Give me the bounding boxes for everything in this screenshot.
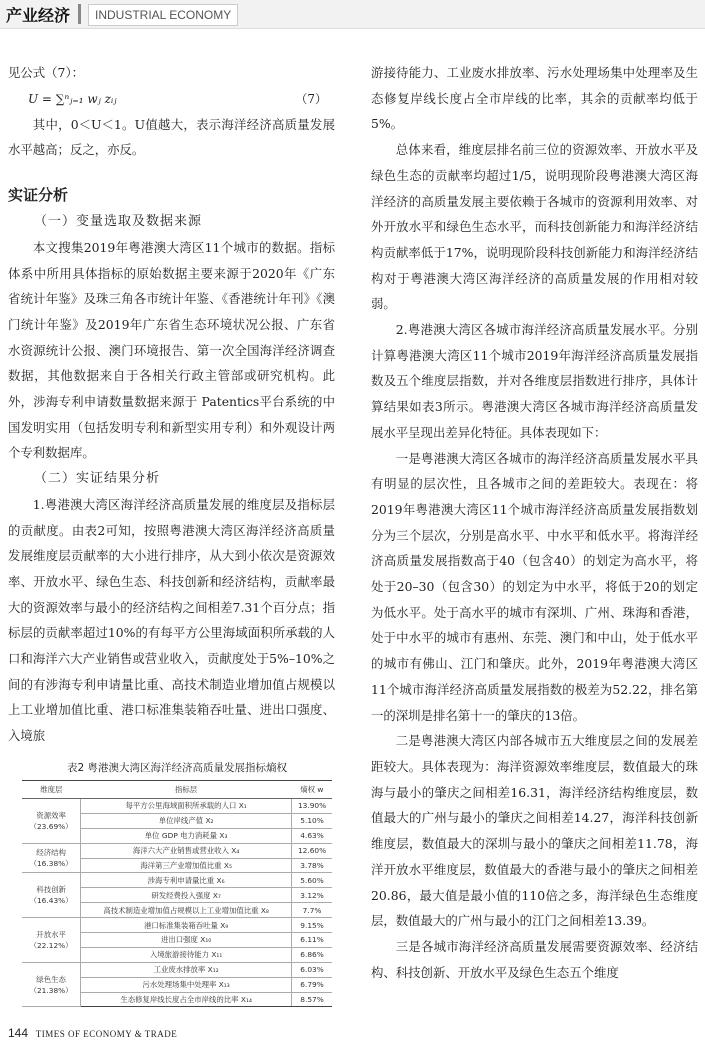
- indicator-cell: 高技术制造业增加值占规模以上工业增加值比重 X₈: [81, 903, 292, 918]
- paragraph-first-finding: 一是粤港澳大湾区各城市的海洋经济高质量发展水平具有明显的层次性，且各城市之间的差距较大。表现在：将2019年粤港澳大湾区11个城市海洋经济高质量发展指数划分为三个层次，分别是高水平、中水平和低水平。将海洋经济高质量发展指数高于40（包含40）的划定为高水平，将处于20–30（包含30）的划定为中水平，将低于20的划定为低水平。处于高水平的城市有深圳、广州、珠海和香港，处于中水平的城市有惠州、东莞、澳门和中山，处于低水平的城市有佛山、江门和肇庆。此外，2019年粤港澳大湾区11个城市海洋经济高质量发展指数的极差为52.22，排名第一的深圳是排名第十一的肇庆的13倍。: [371, 450, 698, 723]
- entropy-weight-table-block: [22, 760, 332, 1007]
- formula-7: [28, 86, 335, 112]
- indicator-cell: 进出口强度 X₁₀: [81, 933, 292, 948]
- weight-cell: 5.10%: [292, 813, 332, 828]
- dimension-name: 科技创新: [36, 885, 66, 895]
- table-title: 表2 粤港澳大湾区海洋经济高质量发展指标熵权: [66, 762, 288, 774]
- entropy-weight-table: [22, 780, 332, 1007]
- dimension-name: 绿色生态: [36, 974, 66, 984]
- weight-cell: 6.79%: [292, 977, 332, 992]
- paragraph-third-finding: 三是各城市海洋经济高质量发展需要资源效率、经济结构、科技创新、开放水平及绿色生态五个维度: [371, 938, 698, 980]
- indicator-cell: 入境旅游接待能力 X₁₁: [81, 947, 292, 962]
- weight-cell: 8.57%: [292, 992, 332, 1007]
- weight-cell: 6.86%: [292, 947, 332, 962]
- dimension-percent: （16.43%）: [29, 896, 73, 906]
- formula-expression: U = ∑ⁿⱼ₌₁ wⱼ zᵢⱼ: [28, 91, 117, 106]
- page-number: 144: [8, 1026, 29, 1040]
- table-row: [22, 799, 332, 814]
- weight-cell: 4.63%: [292, 828, 332, 843]
- heading-results-analysis: （二）实证结果分析: [34, 471, 161, 487]
- section-title-en: INDUSTRIAL ECONOMY: [88, 4, 238, 26]
- dimension-name: 经济结构: [36, 848, 66, 858]
- dimension-name: 开放水平: [36, 929, 66, 939]
- paragraph-second-finding: 二是粤港澳大湾区内部各城市五大维度层之间的发展差距较大。具体表现为：海洋资源效率维度层，数值最大的珠海与最小的肇庆之间相差16.31，海洋经济结构维度层，数值最大的广州与最小的肇庆之间相差14.27，海洋科技创新维度层，数值最大的深圳与最小的肇庆之间相差11.78，海洋开放水平维度层，数值最大的香港与最小的肇庆之间相差20.86，最大值是最小值的110倍之多，海洋绿色生态维度层，数值最大的广州与最小的江门之间相差13.39。: [371, 733, 698, 929]
- indicator-cell: 工业废水排放率 X₁₂: [81, 962, 292, 977]
- dimension-percent: （22.12%）: [29, 940, 73, 950]
- dimension-percent: （23.69%）: [29, 821, 73, 831]
- right-column: [371, 60, 698, 985]
- dimension-cell: [22, 843, 81, 873]
- dimension-percent: （16.38%）: [29, 859, 73, 869]
- weight-cell: 6.03%: [292, 962, 332, 977]
- table-row: [22, 918, 332, 933]
- paragraph-contribution: 1.粤港澳大湾区海洋经济高质量发展的维度层及指标层的贡献度。由表2可知，按照粤港澳大湾区海洋经济高质量发展维度层贡献率的大小进行排序，从大到小依次是资源效率、开放水平、绿色生态、科技创新和经济结构，贡献率最大的资源效率与最小的经济结构之间相差7.31个百分点；指标层的贡献率超过10%的有每平方公里海域面积所承载的人口和海洋六大产业销售或营业收入，贡献度处于5%–10%之间的有涉海专利申请量比重、高技术制造业增加值占规模以上工业增加值比重、港口标准集装箱吞吐量、进出口强度、入境旅: [8, 496, 335, 744]
- formula-number: （7）: [295, 91, 327, 106]
- indicator-cell: 每平方公里海域面积所承载的人口 X₁: [81, 799, 292, 814]
- header-weight: 熵权 w: [292, 781, 332, 799]
- dimension-cell: [22, 873, 81, 918]
- table-header-row: [22, 781, 332, 799]
- header-indicator: 指标层: [81, 781, 292, 799]
- paragraph-city-levels: 2.粤港澳大湾区各城市海洋经济高质量发展水平。分别计算粤港澳大湾区11个城市2019年海洋经济高质量发展指数及五个维度层指数，并对各维度层指数进行排序，具体计算结果如表3所示。粤港澳大湾区各城市海洋经济高质量发展水平呈现出差异化特征。具体表现如下：: [371, 322, 698, 440]
- weight-cell: 5.60%: [292, 873, 332, 888]
- heading-empirical-analysis: 实证分析: [8, 186, 69, 205]
- weight-cell: 6.11%: [292, 933, 332, 948]
- indicator-cell: 涉海专利申请量比重 X₆: [81, 873, 292, 888]
- page-footer: [8, 1026, 177, 1040]
- heading-variable-selection: （一）变量选取及数据来源: [34, 214, 203, 230]
- page-header: [0, 0, 705, 29]
- weight-cell: 9.15%: [292, 918, 332, 933]
- indicator-cell: 污水处理场集中处理率 X₁₃: [81, 977, 292, 992]
- dimension-percent: （21.38%）: [29, 985, 73, 995]
- paragraph-continuation: 游接待能力、工业废水排放率、污水处理场集中处理率及生态修复岸线长度占全市岸线的比率，其余的贡献率均低于5%。: [371, 65, 698, 132]
- weight-cell: 7.7%: [292, 903, 332, 918]
- header-dimension: 维度层: [22, 781, 81, 799]
- indicator-cell: 研发经费投入强度 X₇: [81, 888, 292, 903]
- header-divider: [78, 4, 81, 24]
- dimension-cell: [22, 918, 81, 963]
- indicator-cell: 港口标准集装箱吞吐量 X₉: [81, 918, 292, 933]
- magazine-name: TIMES OF ECONOMY & TRADE: [35, 1029, 178, 1039]
- weight-cell: 13.90%: [292, 799, 332, 814]
- dimension-name: 资源效率: [36, 810, 66, 820]
- table-row: [22, 873, 332, 888]
- paragraph-overall: 总体来看，维度层排名前三位的资源效率、开放水平及绿色生态的贡献率均超过1/5，说明现阶段粤港澳大湾区海洋经济的高质量发展主要依赖于各城市的资源利用效率、对外开放水平和绿色生态水平，而科技创新能力和海洋经济结构贡献率低于17%，说明现阶段科技创新能力和海洋经济结构对于粤港澳大湾区海洋经济的高质量发展的作用相对较弱。: [371, 142, 698, 312]
- weight-cell: 3.12%: [292, 888, 332, 903]
- weight-cell: 3.78%: [292, 858, 332, 873]
- indicator-cell: 海洋第三产业增加值比重 X₅: [81, 858, 292, 873]
- paragraph-data-sources: 本文搜集2019年粤港澳大湾区11个城市的数据。指标体系中所用具体指标的原始数据主要来源于2020年《广东省统计年鉴》及珠三角各市统计年鉴、《香港统计年刊》《澳门统计年鉴》及2019年广东省生态环境状况公报、广东省水资源统计公报、澳门环境报告、第一次全国海洋经济调查数据，其他数据来自于各相关行政主管部或研究机构。此外，涉海专利申请数量数据来源于 Patentics平台系统的中国发明实用（包括发明专利和新型实用专利）和外观设计两个专利数据库。: [8, 239, 335, 461]
- indicator-cell: 海洋六大产业销售或营业收入 X₄: [81, 843, 292, 858]
- dimension-cell: [22, 962, 81, 1007]
- left-column: [8, 60, 335, 749]
- dimension-cell: [22, 799, 81, 844]
- indicator-cell: 单位 GDP 电力消耗量 X₃: [81, 828, 292, 843]
- formula-intro: 见公式（7）：: [8, 65, 85, 80]
- paragraph-u-explanation: 其中，0＜U＜1。U值越大，表示海洋经济高质量发展水平越高；反之，亦反。: [8, 116, 335, 158]
- section-title-cn: 产业经济: [6, 6, 71, 25]
- weight-cell: 12.60%: [292, 843, 332, 858]
- indicator-cell: 生态修复岸线长度占全市岸线的比率 X₁₄: [81, 992, 292, 1007]
- table-row: [22, 843, 332, 858]
- table-row: [22, 962, 332, 977]
- indicator-cell: 单位岸线产值 X₂: [81, 813, 292, 828]
